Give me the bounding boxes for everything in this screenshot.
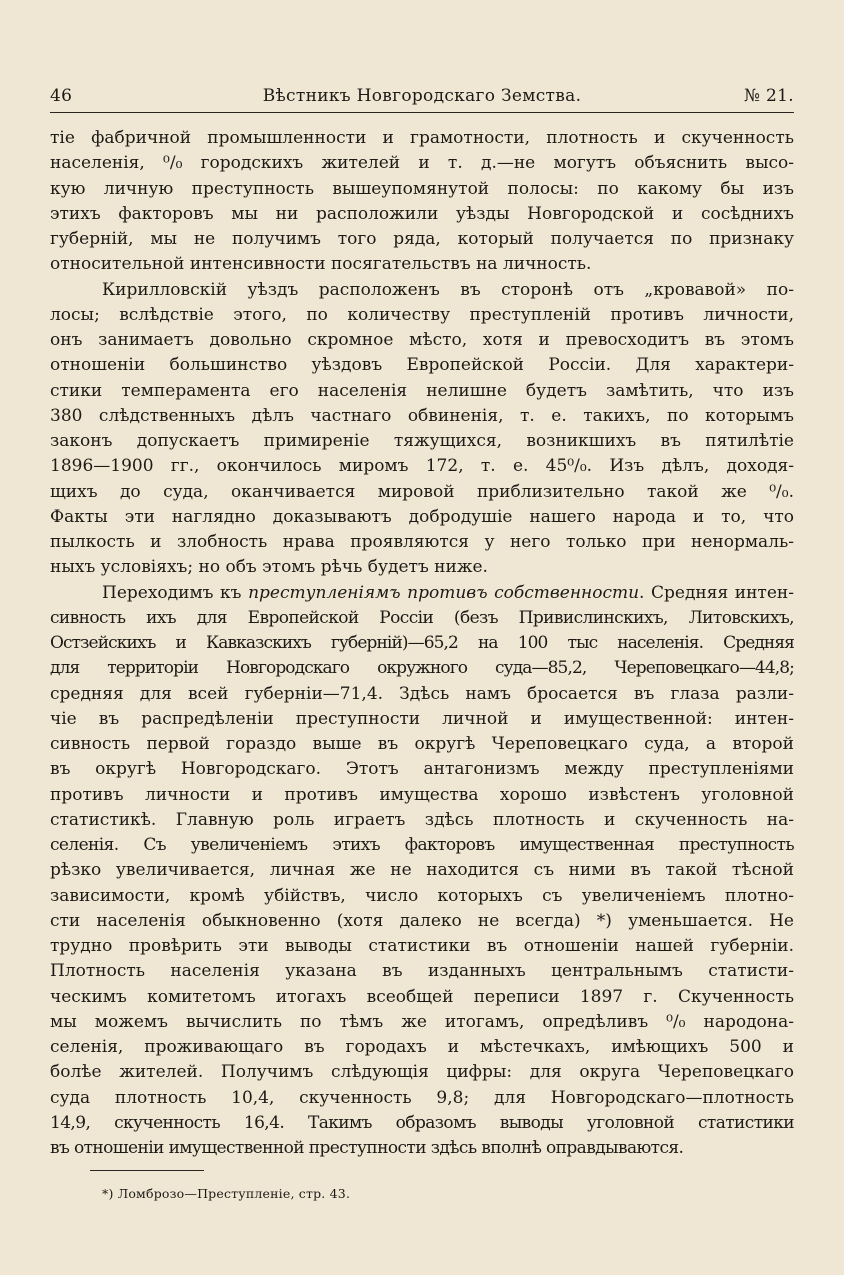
text-line-emphasis (50, 581, 794, 606)
body-text (50, 126, 794, 1161)
text-line: 14,9, скученность 16,4. Такимъ образомъ выводы уголовной статистики (50, 1112, 794, 1133)
text-line: противъ личности и противъ имущества хорошо извѣстенъ уголовной (50, 784, 794, 805)
emphasis-lead: Переходимъ къ (102, 582, 249, 603)
text-line: относительной интенсивности посягательствъ на личность. (50, 254, 592, 275)
emphasis-tail: . Средняя интен- (639, 582, 794, 603)
text-line: сти населенія обыкновенно (хотя далеко не всегда) *) уменьшается. Не (50, 910, 794, 931)
text-line: кую личную преступность вышеупомянутой полосы: по какому бы изъ (50, 178, 794, 199)
text-line: мы можемъ вычислить по тѣмъ же итогамъ, опредѣливъ ⁰/₀ народона- (50, 1011, 794, 1032)
text-line: онъ занимаетъ довольно скромное мѣсто, хотя и превосходитъ въ этомъ (50, 330, 794, 350)
text-line: сивность ихъ для Европейской Россіи (безъ Привислинскихъ, Литовскихъ, (50, 607, 794, 628)
text-line: чіе въ распредѣленіи преступности личной и имущественной: интен- (50, 708, 794, 729)
text-line: зависимости, кромѣ убійствъ, число которыхъ съ увеличеніемъ плотно- (50, 885, 794, 906)
text-line: 380 слѣдственныхъ дѣлъ частнаго обвиненія, т. е. такихъ, по которымъ (50, 405, 794, 426)
text-line: законъ допускаетъ примиреніе тяжущихся, возникшихъ въ пятилѣтіе (50, 431, 794, 451)
text-line: щихъ до суда, оканчивается мировой приблизительно такой же ⁰/₀. (50, 481, 794, 502)
text-line: статистикѣ. Главную роль играетъ здѣсь плотность и скученность на- (50, 809, 794, 830)
running-header (50, 86, 794, 110)
text-line: пылкость и злобность нрава проявляются у него только при ненормаль- (50, 532, 794, 552)
text-line: рѣзко увеличивается, личная же не находится съ ними въ такой тѣсной (50, 860, 794, 881)
text-line: стики темперамента его населенія нелишне будетъ замѣтить, что изъ (50, 380, 794, 401)
text-line: ческимъ комитетомъ итогахъ всеобщей переписи 1897 г. Скученность (50, 986, 794, 1007)
text-line: для территоріи Новгородскаго окружного суда—85,2, Череповецкаго—44,8; (50, 658, 794, 679)
text-line: этихъ факторовъ мы ни расположили уѣзды Новгородской и сосѣднихъ (50, 203, 794, 224)
header-rule (50, 112, 794, 113)
text-line: отношеніи большинство уѣздовъ Европейской Россіи. Для характери- (50, 355, 794, 376)
text-line: селенія. Съ увеличеніемъ этихъ факторовъ имущественная преступность (50, 835, 794, 855)
text-line: Плотность населенія указана въ изданныхъ центральнымъ статисти- (50, 961, 794, 982)
text-line: Факты эти наглядно доказываютъ добродушіе нашего народа и то, что (50, 506, 794, 527)
footnote-rule (90, 1170, 204, 1171)
issue-number: № 21. (743, 86, 794, 106)
text-line: суда плотность 10,4, скученность 9,8; для Новгородскаго—плотность (50, 1087, 794, 1108)
page-number: 46 (50, 86, 73, 106)
emphasis-italic: преступленіямъ противъ собственности (248, 582, 640, 603)
text-line: губерній, мы не получимъ того ряда, который получается по признаку (50, 229, 794, 249)
text-line: болѣе жителей. Получимъ слѣдующія цифры: для округа Череповецкаго (50, 1062, 794, 1083)
text-line: въ отношеніи имущественной преступности здѣсь вполнѣ оправдываются. (50, 1138, 684, 1158)
text-line: Кирилловскій уѣздъ расположенъ въ сторонѣ отъ „кровавой» по- (102, 279, 794, 300)
text-line: въ округѣ Новгородскаго. Этотъ антагонизмъ между преступленіями (50, 759, 794, 780)
text-line: ныхъ условіяхъ; но объ этомъ рѣчь будетъ ниже. (50, 557, 488, 578)
text-line: тіе фабричной промышленности и грамотности, плотность и скученность (50, 128, 794, 148)
text-line: Остзейскихъ и Кавказскихъ губерній)—65,2 на 100 тыс населенія. Средняя (50, 633, 794, 653)
text-line: трудно провѣрить эти выводы статистики въ отношеніи нашей губерніи. (50, 936, 794, 956)
text-line: средняя для всей губерніи—71,4. Здѣсь намъ бросается въ глаза разли- (50, 683, 794, 704)
footnote: *) Ломброзо—Преступленіе, стр. 43. (102, 1186, 351, 1201)
text-line: населенія, ⁰/₀ городскихъ жителей и т. д.—не могутъ объяснить высо- (50, 153, 794, 174)
text-line: сивность первой гораздо выше въ округѣ Череповецкаго суда, а второй (50, 734, 794, 754)
text-line: селенія, проживающаго въ городахъ и мѣстечкахъ, имѣющихъ 500 и (50, 1037, 794, 1057)
text-line: лосы; вслѣдствіе этого, по количеству преступленій противъ личности, (50, 304, 794, 325)
text-line: 1896—1900 гг., окончилось миромъ 172, т. е. 45⁰/₀. Изъ дѣлъ, доходя- (50, 456, 794, 477)
journal-title: Вѣстникъ Новгородскаго Земства. (262, 86, 582, 106)
